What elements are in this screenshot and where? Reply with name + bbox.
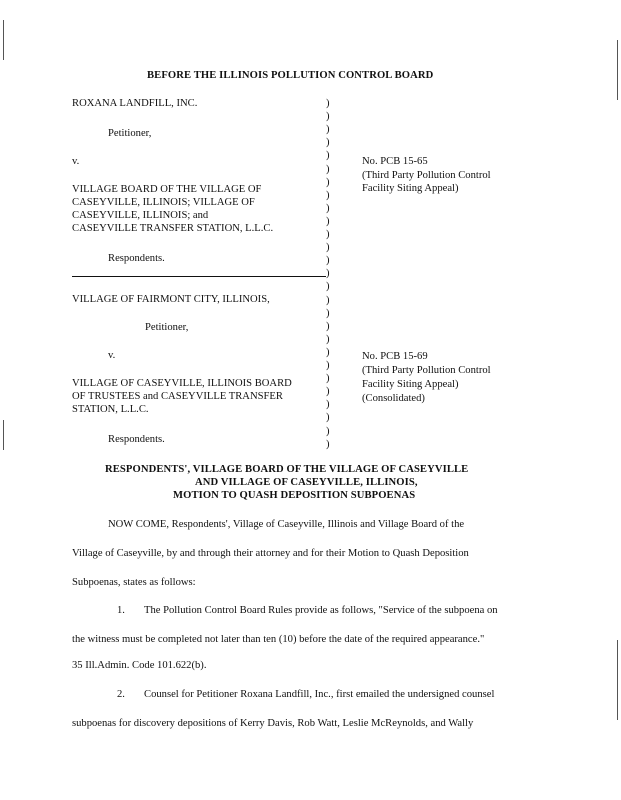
board-title: BEFORE THE ILLINOIS POLLUTION CONTROL BOARD <box>147 70 434 81</box>
case2-desc-line: (Third Party Pollution Control <box>362 365 491 376</box>
caption-paren: ) <box>326 202 330 214</box>
case2-number: No. PCB 15-69 <box>362 351 428 362</box>
left-edge-mark <box>3 420 4 450</box>
motion-title-line: RESPONDENTS', VILLAGE BOARD OF THE VILLAGE OF CASEYVILLE <box>105 464 469 475</box>
caption-paren: ) <box>326 268 330 280</box>
caption-paren: ) <box>326 98 330 109</box>
motion-title-line: AND VILLAGE OF CASEYVILLE, ILLINOIS, <box>195 477 418 488</box>
case2-party2-line: VILLAGE OF CASEYVILLE, ILLINOIS BOARD <box>72 378 292 389</box>
case2-party1: VILLAGE OF FAIRMONT CITY, ILLINOIS, <box>72 294 270 305</box>
caption-paren: ) <box>326 320 330 332</box>
case2-desc-line: (Consolidated) <box>362 393 425 404</box>
caption-paren: ) <box>326 255 330 267</box>
left-edge-mark <box>3 20 4 60</box>
caption-paren: ) <box>326 189 330 201</box>
caption-paren: ) <box>326 242 330 254</box>
case1-role2: Respondents. <box>108 253 165 264</box>
body-line: NOW COME, Respondents', Village of Caseyville, Illinois and Village Board of the <box>108 519 465 530</box>
caption-paren: ) <box>326 229 330 240</box>
right-edge-mark <box>617 640 618 720</box>
body-line: 35 Ill.Admin. Code 101.622(b). <box>72 660 207 671</box>
caption-divider <box>72 276 326 277</box>
caption-paren: ) <box>326 294 330 306</box>
caption-paren: ) <box>326 215 330 227</box>
right-edge-mark <box>617 40 618 100</box>
caption-paren: ) <box>326 307 330 319</box>
case1-party1: ROXANA LANDFILL, INC. <box>72 98 198 109</box>
case2-party2-line: OF TRUSTEES and CASEYVILLE TRANSFER <box>72 391 283 402</box>
caption-paren: ) <box>326 111 330 123</box>
body-line: subpoenas for discovery depositions of Kerry Davis, Rob Watt, Leslie McReynolds, and Wally <box>72 718 474 729</box>
body-line: the witness must be completed not later than ten (10) before the date of the required appearance." <box>72 634 485 645</box>
case2-desc-line: Facility Siting Appeal) <box>362 379 459 390</box>
case1-party2-line: VILLAGE BOARD OF THE VILLAGE OF <box>72 184 262 195</box>
case1-party2-line: CASEYVILLE, ILLINOIS; and <box>72 210 209 221</box>
case2-role1: Petitioner, <box>145 322 189 333</box>
caption-paren: ) <box>326 373 330 385</box>
body-line: Subpoenas, states as follows: <box>72 577 196 588</box>
caption-paren: ) <box>326 281 330 293</box>
case2-role2: Respondents. <box>108 434 165 445</box>
caption-paren: ) <box>326 150 330 162</box>
case1-desc-line: (Third Party Pollution Control <box>362 170 491 181</box>
caption-paren: ) <box>326 386 330 398</box>
caption-paren: ) <box>326 137 330 149</box>
case1-number: No. PCB 15-65 <box>362 156 428 167</box>
case1-role1: Petitioner, <box>108 128 152 139</box>
case1-desc-line: Facility Siting Appeal) <box>362 183 459 194</box>
caption-paren: ) <box>326 346 330 358</box>
paragraph-number: 2. <box>117 689 125 700</box>
caption-paren: ) <box>326 412 330 424</box>
caption-paren: ) <box>326 163 330 175</box>
body-line: Village of Caseyville, by and through their attorney and for their Motion to Quash Deposition <box>72 548 469 559</box>
caption-paren: ) <box>326 360 330 371</box>
caption-paren: ) <box>326 399 330 411</box>
case2-party2-line: STATION, L.L.C. <box>72 404 149 415</box>
caption-paren: ) <box>326 124 330 136</box>
case1-party2-line: CASEYVILLE TRANSFER STATION, L.L.C. <box>72 223 274 234</box>
caption-paren: ) <box>326 333 330 345</box>
motion-title-line: MOTION TO QUASH DEPOSITION SUBPOENAS <box>173 490 416 501</box>
caption-paren: ) <box>326 425 330 437</box>
case1-party2-line: CASEYVILLE, ILLINOIS; VILLAGE OF <box>72 197 255 208</box>
body-line: Counsel for Petitioner Roxana Landfill, Inc., first emailed the undersigned counsel <box>144 689 495 700</box>
caption-paren: ) <box>326 176 330 188</box>
paragraph-number: 1. <box>117 605 125 616</box>
case2-v: v. <box>108 350 116 361</box>
caption-paren: ) <box>326 438 330 450</box>
case1-v: v. <box>72 156 80 167</box>
body-line: The Pollution Control Board Rules provide as follows, "Service of the subpoena on <box>144 605 498 616</box>
